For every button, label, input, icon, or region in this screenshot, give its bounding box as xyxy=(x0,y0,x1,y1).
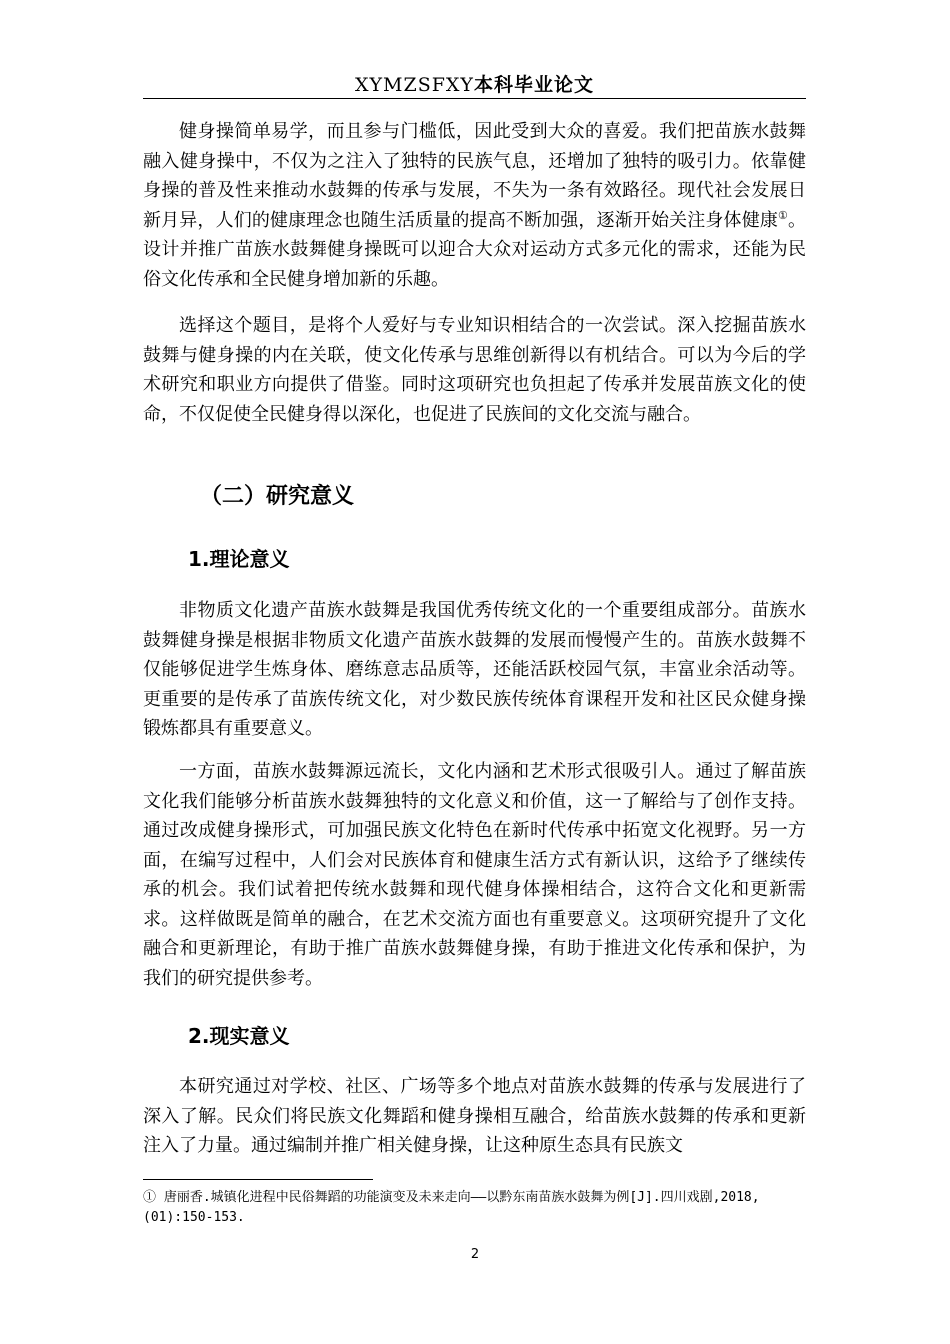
header-rule xyxy=(143,98,806,99)
section-heading-research-significance: （二）研究意义 xyxy=(200,484,355,509)
header-latin: XYMZSFXY xyxy=(354,74,474,96)
paragraph-4: 一方面，苗族水鼓舞源远流长，文化内涵和艺术形式很吸引人。通过了解苗族文化我们能够分析苗族水鼓舞独特的文化意义和价值，这一了解给与了创作支持。通过改成健身操形式，可加强民族文化特色在新时代传承中拓宽文化视野。另一方面，在编写过程中，人们会对民族体育和健康生活方式有新认识，这给予了继续传承的机会。我们试着把传统水鼓舞和现代健身体操相结合，这符合文化和更新需求。这样做既是简单的融合，在艺术交流方面也有重要意义。这项研究提升了文化融合和更新理论，有助于推广苗族水鼓舞健身操，有助于推进文化传承和保护，为我们的研究提供参考。 xyxy=(143,761,806,989)
page-header xyxy=(143,70,806,97)
header-title: 本科毕业论文 xyxy=(473,74,594,96)
paragraph-2: 选择这个题目，是将个人爱好与专业知识相结合的一次尝试。深入挖掘苗族水鼓舞与健身操的内在关联，使文化传承与思维创新得以有机结合。可以为今后的学术研究和职业方向提供了借鉴。同时这项研究也负担起了传承并发展苗族文化的使命，不仅促使全民健身得以深化，也促进了民族间的文化交流与融合。 xyxy=(143,315,806,425)
paragraph-1 xyxy=(143,117,806,294)
paragraph-1-text-b: 。设计并推广苗族水鼓舞健身操既可以迎合大众对运动方式多元化的需求，还能为民俗文化传承和全民健身增加新的乐趣。 xyxy=(143,209,806,290)
subheading-theoretical: 1.理论意义 xyxy=(188,547,290,571)
paragraph-1-text-a: 健身操简单易学，而且参与门槛低，因此受到大众的喜爱。我们把苗族水鼓舞融入健身操中，不仅为之注入了独特的民族气息，还增加了独特的吸引力。依靠健身操的普及性来推动水鼓舞的传承与发展，不失为一条有效路径。现代社会发展日新月异，人们的健康理念也随生活质量的提高不断加强，逐渐开始关注身体健康 xyxy=(143,121,806,231)
page-number: 2 xyxy=(470,1247,480,1262)
paragraph-5: 本研究通过对学校、社区、广场等多个地点对苗族水鼓舞的传承与发展进行了深入了解。民众们将民族文化舞蹈和健身操相互融合，给苗族水鼓舞的传承和更新注入了力量。通过编制并推广相关健身操，让这种原生态具有民族文 xyxy=(143,1076,806,1156)
footnote-text: 唐丽香.城镇化进程中民俗舞蹈的功能演变及未来走向——以黔东南苗族水鼓舞为例[J].四川戏剧,2018,(01):150-153. xyxy=(143,1190,760,1225)
footnote-mark: ① xyxy=(143,1190,157,1205)
footnote-rule xyxy=(143,1179,373,1180)
footnote-ref[interactable]: ① xyxy=(777,208,788,222)
subheading-practical: 2.现实意义 xyxy=(188,1024,290,1048)
paragraph-3: 非物质文化遗产苗族水鼓舞是我国优秀传统文化的一个重要组成部分。苗族水鼓舞健身操是根据非物质文化遗产苗族水鼓舞的发展而慢慢产生的。苗族水鼓舞不仅能够促进学生炼身体、磨练意志品质等，还能活跃校园气氛，丰富业余活动等。更重要的是传承了苗族传统文化，对少数民族传统体育课程开发和社区民众健身操锻炼都具有重要意义。 xyxy=(143,600,806,739)
footnote xyxy=(143,1188,806,1228)
